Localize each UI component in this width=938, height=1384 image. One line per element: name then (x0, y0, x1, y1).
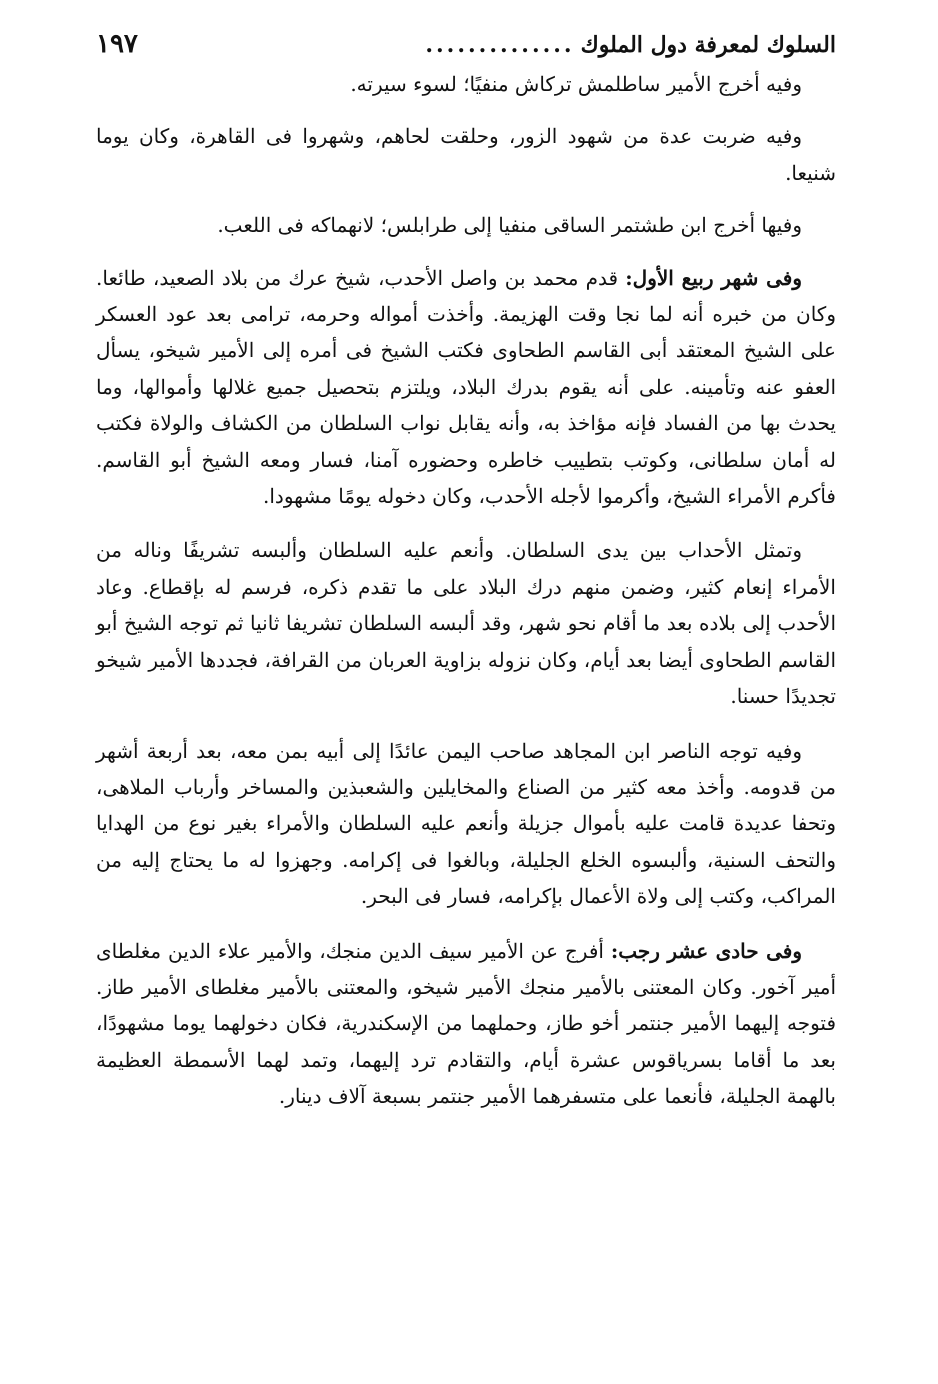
paragraph-text: أفرج عن الأمير سيف الدين منجك، والأمير علاء الدين مغلطاى أمير آخور. وكان المعتنى بالأمير منجك الأمير شيخو، والمعتنى بالأمير مغلطاى الأمير طاز. فتوجه إليهما الأمير جنتمر أخو طاز، وحملهما من الإسكندرية، فكان دخولهما يوما مشهودًا، بعد ما أقاما بسرياقوس عشرة أيام، والتقادم ترد إليهما، وتمد لهما الأسمطة العظيمة بالهمة الجليلة، فأنعما على متسفرهما الأمير جنتمر بسبعة آلاف دينار. (96, 938, 836, 1109)
paragraph-4 (96, 260, 836, 515)
paragraph-text: قدم محمد بن واصل الأحدب، شيخ عرك من بلاد الصعيد، طائعا. وكان من خبره أنه لما نجا وقت الهزيمة. وأخذت أمواله وحرمه، ترامى بعد عود العسكر على الشيخ المعتقد أبى القاسم الطحاوى فكتب الشيخ فى أمره إلى الأمير شيخو، يسأل العفو عنه وتأمينه. على أنه يقوم بدرك البلاد، ويلتزم بتحصيل جميع غلالها وأموالها، وما يحدث بها من الفساد فإنه مؤاخذ به، وأنه يقابل نواب السلطان من الكشاف والولاة فكتب له أمان سلطانى، وكوتب بتطييب خاطره وحضوره آمنا، فسار ومعه الشيخ أبو القاسم. فأكرم الأمراء الشيخ، وأكرموا لأجله الأحدب، وكان دخوله يومًا مشهودا. (96, 265, 836, 509)
paragraph-text: وفيه أخرج الأمير ساطلمش تركاش منفيًا؛ لسوء سيرته. (350, 72, 802, 96)
paragraph-text: وفيه توجه الناصر ابن المجاهد صاحب اليمن عائدًا إلى أبيه بمن معه، بعد أربعة أشهر من قدومه. وأخذ معه كثير من الصناع والمخايلين والشعبذين والمساخر وأرباب الملاهى، وتحفا عديدة قامت عليه بأموال جزيلة وأنعم عليه السلطان والأمراء بغير نوع من الهدايا والتحف السنية، وألبسوه الخلع الجليلة، وبالغوا فى إكرامه. وجهزوا له ما يحتاج إليه من المراكب، وكتب إلى ولاة الأعمال بإكرامه، فسار فى البحر. (96, 738, 836, 909)
leader-dots: .............. (425, 32, 575, 58)
date-heading: وفى شهر ربيع الأول: (625, 265, 803, 290)
paragraph-7 (96, 933, 836, 1115)
paragraph-text: وفيها أخرج ابن طشتمر الساقى منفيا إلى طرابلس؛ لانهماكه فى اللعب. (217, 213, 802, 238)
running-header (96, 22, 836, 66)
paragraph-6 (96, 733, 836, 915)
date-heading: وفى حادى عشر رجب: (610, 938, 802, 963)
paragraph-3 (96, 207, 836, 243)
paragraph-5 (96, 532, 836, 714)
paragraph-1 (96, 66, 836, 102)
book-title: السلوك لمعرفة دول الملوك (580, 32, 836, 58)
page-number: ١٩٧ (96, 29, 138, 59)
paragraph-text: وفيه ضربت عدة من شهود الزور، وحلقت لحاهم، وشهروا فى القاهرة، وكان يوما شنيعا. (96, 124, 836, 185)
book-page (96, 22, 836, 1115)
paragraph-text: وتمثل الأحداب بين يدى السلطان. وأنعم عليه السلطان وألبسه تشريفًا وناله من الأمراء إنعام كثير، وضمن منهم درك البلاد على ما تقدم ذكره، فرسم له بإقطاع. وعاد الأحدب إلى بلاده بعد ما أقام نحو شهر، وقد ألبسه السلطان تشريفا ثانيا ثم توجه الشيخ أبو القاسم الطحاوى أيضا بعد أيام، وكان نزوله بزاوية العربان من القرافة، فجددها الأمير شيخو تجديدًا حسنا. (96, 538, 836, 709)
paragraph-2 (96, 118, 836, 191)
